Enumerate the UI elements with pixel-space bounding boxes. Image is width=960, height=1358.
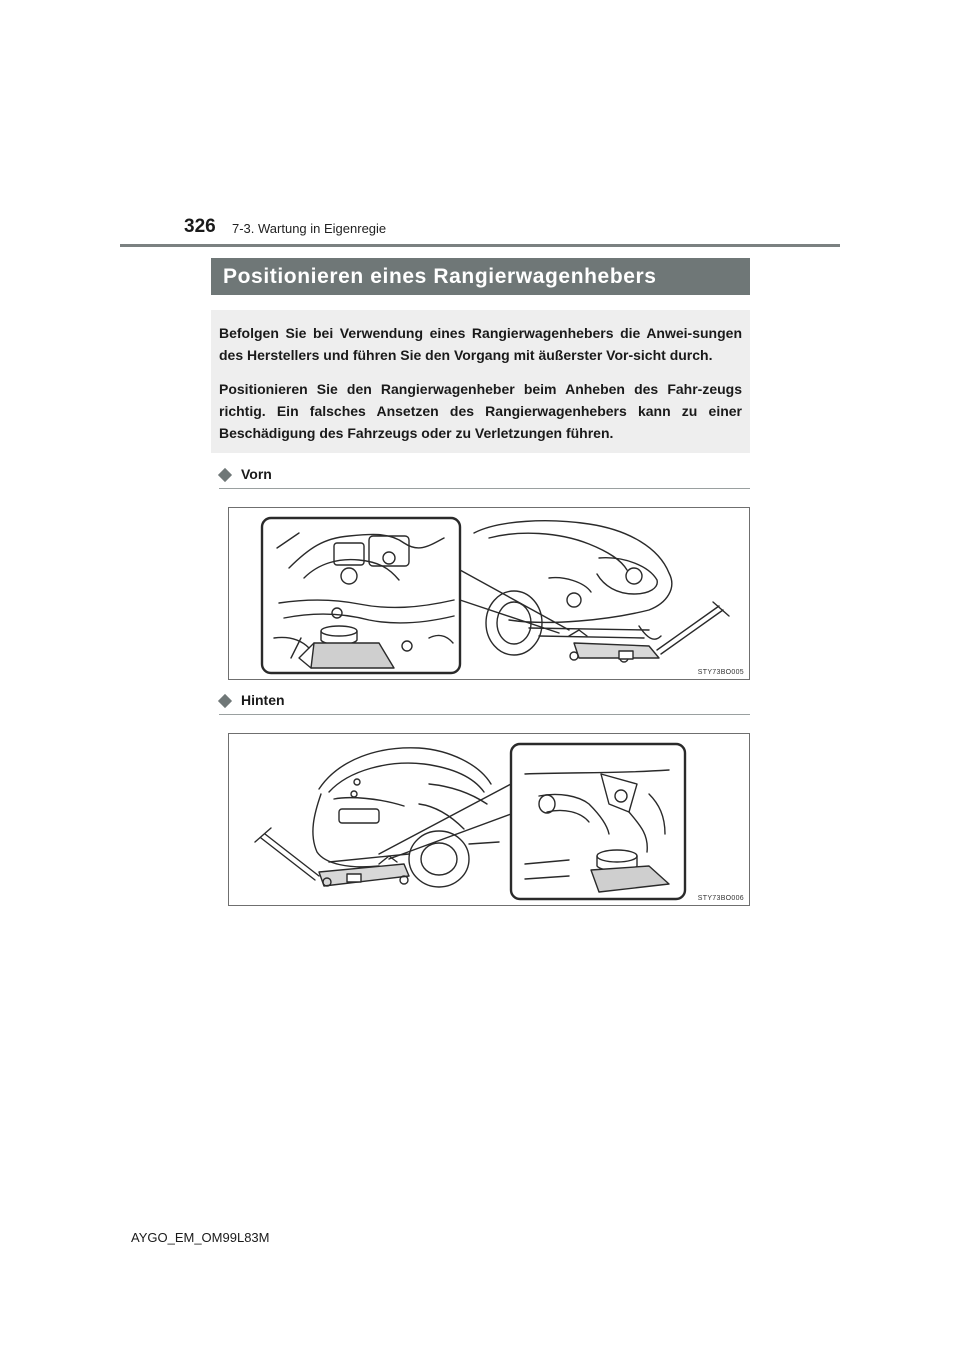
intro-box [211,310,750,453]
subheading-rear [219,692,750,715]
subheading-front-label: Vorn [241,466,272,482]
intro-paragraph-1: Befolgen Sie bei Verwendung eines Rangierwagenhebers die Anwei-sungen des Herstellers und führen Sie den Vorgang mit äußerster Vor-sicht durch. [219,325,742,363]
intro-paragraph-2: Positionieren Sie den Rangierwagenheber beim Anheben des Fahr-zeugs richtig. Ein falsches Ansetzen des Rangierwagenhebers kann zu einer Beschädigung des Fahrzeugs oder zu Verletzungen führen. [219,381,742,441]
figure-front-jack [228,507,750,680]
subheading-front [219,466,750,489]
page-number: 326 [184,216,216,237]
subheading-rear-label: Hinten [241,692,285,708]
section-label: 7-3. Wartung in Eigenregie [232,221,387,236]
header-rule [120,244,840,247]
diamond-icon [218,468,232,482]
footer-doc-code: AYGO_EM_OM99L83M [131,1230,270,1245]
front-jack-illustration [229,508,750,680]
figure-code-front: STY73BO005 [697,669,744,676]
rear-jack-illustration [229,734,750,906]
page-title: Positionieren eines Rangierwagenhebers [211,258,750,295]
figure-code-rear: STY73BO006 [697,895,744,902]
figure-rear-jack [228,733,750,906]
diamond-icon [218,694,232,708]
